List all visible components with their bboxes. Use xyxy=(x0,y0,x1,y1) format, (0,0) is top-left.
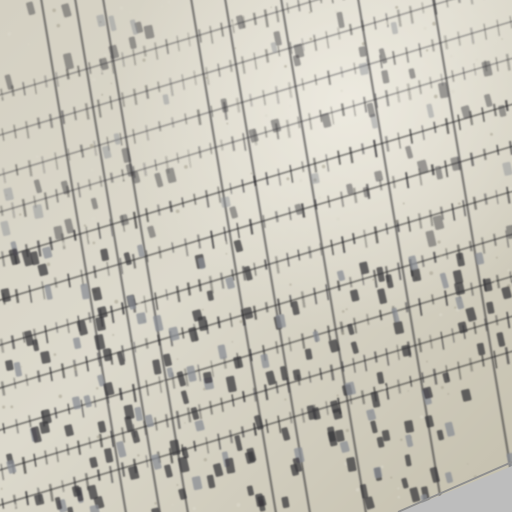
pavement-speckle xyxy=(336,217,340,221)
pavement-speckle xyxy=(507,269,509,271)
pavement-speckle xyxy=(159,133,162,136)
pavement-speckle xyxy=(474,65,476,67)
pavement-speckle xyxy=(62,242,65,245)
pavement-speckle xyxy=(432,22,436,26)
pavement-speckle xyxy=(89,237,91,239)
pavement-speckle xyxy=(205,77,207,79)
pavement-speckle xyxy=(92,242,95,245)
pavement-speckle xyxy=(499,43,500,44)
pavement-speckle xyxy=(289,105,291,107)
stall-mark xyxy=(67,69,69,79)
pavement-speckle xyxy=(439,313,442,316)
pavement-speckle xyxy=(57,24,61,28)
pavement-speckle xyxy=(284,65,287,68)
pavement-speckle xyxy=(420,415,423,418)
pavement-speckle xyxy=(231,22,235,26)
pavement-speckle xyxy=(92,78,96,82)
pavement-speckle xyxy=(272,4,273,5)
pavement-speckle xyxy=(476,58,479,61)
pavement-speckle xyxy=(423,27,426,30)
stall-mark xyxy=(380,180,382,190)
stall-mark xyxy=(470,241,472,251)
pavement-speckle xyxy=(19,213,21,215)
pavement-speckle xyxy=(458,202,461,205)
stall-mark xyxy=(172,117,174,127)
pavement-speckle xyxy=(398,496,400,498)
stall-mark xyxy=(506,100,508,111)
pavement-speckle xyxy=(161,6,163,8)
pavement-speckle xyxy=(299,179,302,182)
pavement-speckle xyxy=(405,270,408,273)
pavement-speckle xyxy=(176,484,178,486)
stall-mark xyxy=(432,164,434,175)
stall-mark xyxy=(309,246,311,258)
pavement-speckle xyxy=(467,463,468,464)
stall-mark xyxy=(242,426,244,437)
pavement-speckle xyxy=(226,123,228,125)
stall-mark xyxy=(158,205,160,216)
pavement-speckle xyxy=(117,40,118,41)
pavement-speckle xyxy=(96,387,98,389)
pavement-speckle xyxy=(114,300,118,304)
pavement-speckle xyxy=(78,153,81,156)
pavement-speckle xyxy=(112,334,114,336)
pavement-speckle xyxy=(73,366,76,369)
stall-mark xyxy=(276,211,278,222)
pavement-speckle xyxy=(84,224,86,226)
pavement-speckle xyxy=(7,32,11,36)
pavement-speckle xyxy=(97,435,100,438)
stall-mark xyxy=(406,302,408,312)
pavement-speckle xyxy=(21,366,22,367)
stall-mark xyxy=(38,371,40,382)
stall-mark xyxy=(265,260,267,270)
pavement-speckle xyxy=(451,90,455,94)
pavement-speckle xyxy=(63,446,66,449)
pavement-speckle xyxy=(251,173,253,175)
stall-mark xyxy=(111,173,113,183)
stall-mark xyxy=(170,201,172,212)
pavement-speckle xyxy=(154,502,157,505)
pavement-speckle xyxy=(107,435,109,437)
pavement-speckle xyxy=(52,8,56,12)
pavement-speckle xyxy=(264,377,266,379)
pavement-speckle xyxy=(9,306,13,310)
pavement-speckle xyxy=(336,394,338,396)
pavement-speckle xyxy=(271,7,272,8)
stall-mark xyxy=(266,302,268,312)
pavement-speckle xyxy=(167,0,170,3)
pavement-speckle xyxy=(342,332,345,335)
pavement-speckle xyxy=(240,319,241,320)
pavement-speckle xyxy=(330,333,332,335)
pavement-speckle xyxy=(289,284,291,286)
stall-mark xyxy=(38,118,40,129)
pavement-speckle xyxy=(426,49,428,51)
pavement-speckle xyxy=(450,55,453,58)
pavement-speckle xyxy=(61,342,64,345)
pavement-speckle xyxy=(202,309,204,311)
pavement-speckle xyxy=(234,47,236,49)
stall-mark xyxy=(485,194,487,205)
pavement-speckle xyxy=(91,169,94,172)
stall-mark xyxy=(144,46,146,57)
pavement-speckle xyxy=(91,217,95,221)
pavement-speckle xyxy=(40,487,41,488)
pavement-speckle xyxy=(36,155,39,158)
pavement-speckle xyxy=(319,196,322,199)
pavement-speckle xyxy=(2,406,5,409)
pavement-speckle xyxy=(120,6,123,9)
pavement-speckle xyxy=(408,390,409,391)
pavement-speckle xyxy=(104,54,107,57)
pavement-speckle xyxy=(309,38,312,41)
pavement-speckle xyxy=(429,271,433,275)
pavement-speckle xyxy=(340,90,342,92)
pavement-speckle xyxy=(490,133,493,136)
pavement-speckle xyxy=(54,353,57,356)
stall-mark xyxy=(496,315,498,325)
pavement-speckle xyxy=(130,11,131,12)
stall-mark xyxy=(350,277,352,287)
pavement-speckle xyxy=(167,286,169,288)
pavement-speckle xyxy=(226,253,228,255)
pavement-speckle xyxy=(447,393,449,395)
stall-mark xyxy=(146,338,148,348)
pavement-speckle xyxy=(1,488,3,490)
pavement-speckle xyxy=(184,422,185,423)
pavement-speckle xyxy=(397,487,399,489)
pavement-speckle xyxy=(454,307,456,309)
pavement-speckle xyxy=(385,22,388,25)
pavement-speckle xyxy=(439,126,441,128)
pavement-speckle xyxy=(74,368,76,370)
pavement-speckle xyxy=(239,320,242,323)
pavement-speckle xyxy=(496,257,498,259)
pavement-speckle xyxy=(494,281,496,283)
pavement-speckle xyxy=(265,114,268,117)
pavement-speckle xyxy=(95,362,98,365)
pavement-speckle xyxy=(137,454,140,457)
pavement-speckle xyxy=(237,503,241,507)
pavement-speckle xyxy=(284,399,286,401)
pavement-speckle xyxy=(426,361,428,363)
pavement-speckle xyxy=(341,245,342,246)
pavement-speckle xyxy=(28,43,30,45)
pavement-speckle xyxy=(286,177,289,180)
pavement-speckle xyxy=(176,209,180,213)
pavement-speckle xyxy=(403,203,405,205)
pavement-speckle xyxy=(1,95,3,97)
stall-mark xyxy=(89,312,91,322)
pavement-speckle xyxy=(173,219,176,222)
pavement-speckle xyxy=(13,504,17,508)
pavement-speckle xyxy=(193,507,196,510)
pavement-speckle xyxy=(144,86,145,87)
pavement-speckle xyxy=(434,95,438,99)
pavement-speckle xyxy=(138,302,141,305)
pavement-speckle xyxy=(224,242,226,244)
pavement-speckle xyxy=(122,176,125,179)
pavement-speckle xyxy=(111,83,112,84)
stall-mark xyxy=(1,206,3,216)
pavement-speckle xyxy=(413,381,415,383)
pavement-speckle xyxy=(90,144,94,148)
pavement-speckle xyxy=(437,240,440,243)
pavement-speckle xyxy=(50,439,53,442)
pavement-speckle xyxy=(356,488,360,492)
pavement-speckle xyxy=(10,405,13,408)
stall-mark xyxy=(55,278,57,288)
stall-mark xyxy=(338,281,340,291)
pavement-speckle xyxy=(142,59,145,62)
pavement-speckle xyxy=(360,299,362,301)
pavement-speckle xyxy=(59,395,63,399)
pavement-speckle xyxy=(196,243,198,245)
pavement-speckle xyxy=(117,183,120,186)
pavement-speckle xyxy=(383,386,386,389)
pavement-speckle xyxy=(101,94,103,96)
pavement-speckle xyxy=(27,432,28,433)
pavement-speckle xyxy=(501,38,502,39)
pavement-speckle xyxy=(372,278,374,280)
pavement-speckle xyxy=(98,460,100,462)
stall-mark xyxy=(362,143,364,154)
pavement-speckle xyxy=(177,358,178,359)
pavement-speckle xyxy=(184,165,188,169)
pavement-speckle xyxy=(390,477,392,479)
pavement-speckle xyxy=(466,132,468,134)
pavement-speckle xyxy=(232,341,233,342)
pavement-speckle xyxy=(381,465,384,468)
pavement-speckle xyxy=(47,263,51,267)
pavement-speckle xyxy=(441,386,444,389)
pavement-speckle xyxy=(322,165,326,169)
pavement-speckle xyxy=(346,429,349,432)
pavement-speckle xyxy=(400,438,403,441)
pavement-speckle xyxy=(342,310,345,313)
pavement-speckle xyxy=(204,458,207,461)
pavement-speckle xyxy=(395,6,398,9)
pavement-speckle xyxy=(309,12,311,14)
pavement-speckle xyxy=(440,254,442,256)
pavement-speckle xyxy=(172,504,173,505)
pavement-speckle xyxy=(346,308,348,310)
